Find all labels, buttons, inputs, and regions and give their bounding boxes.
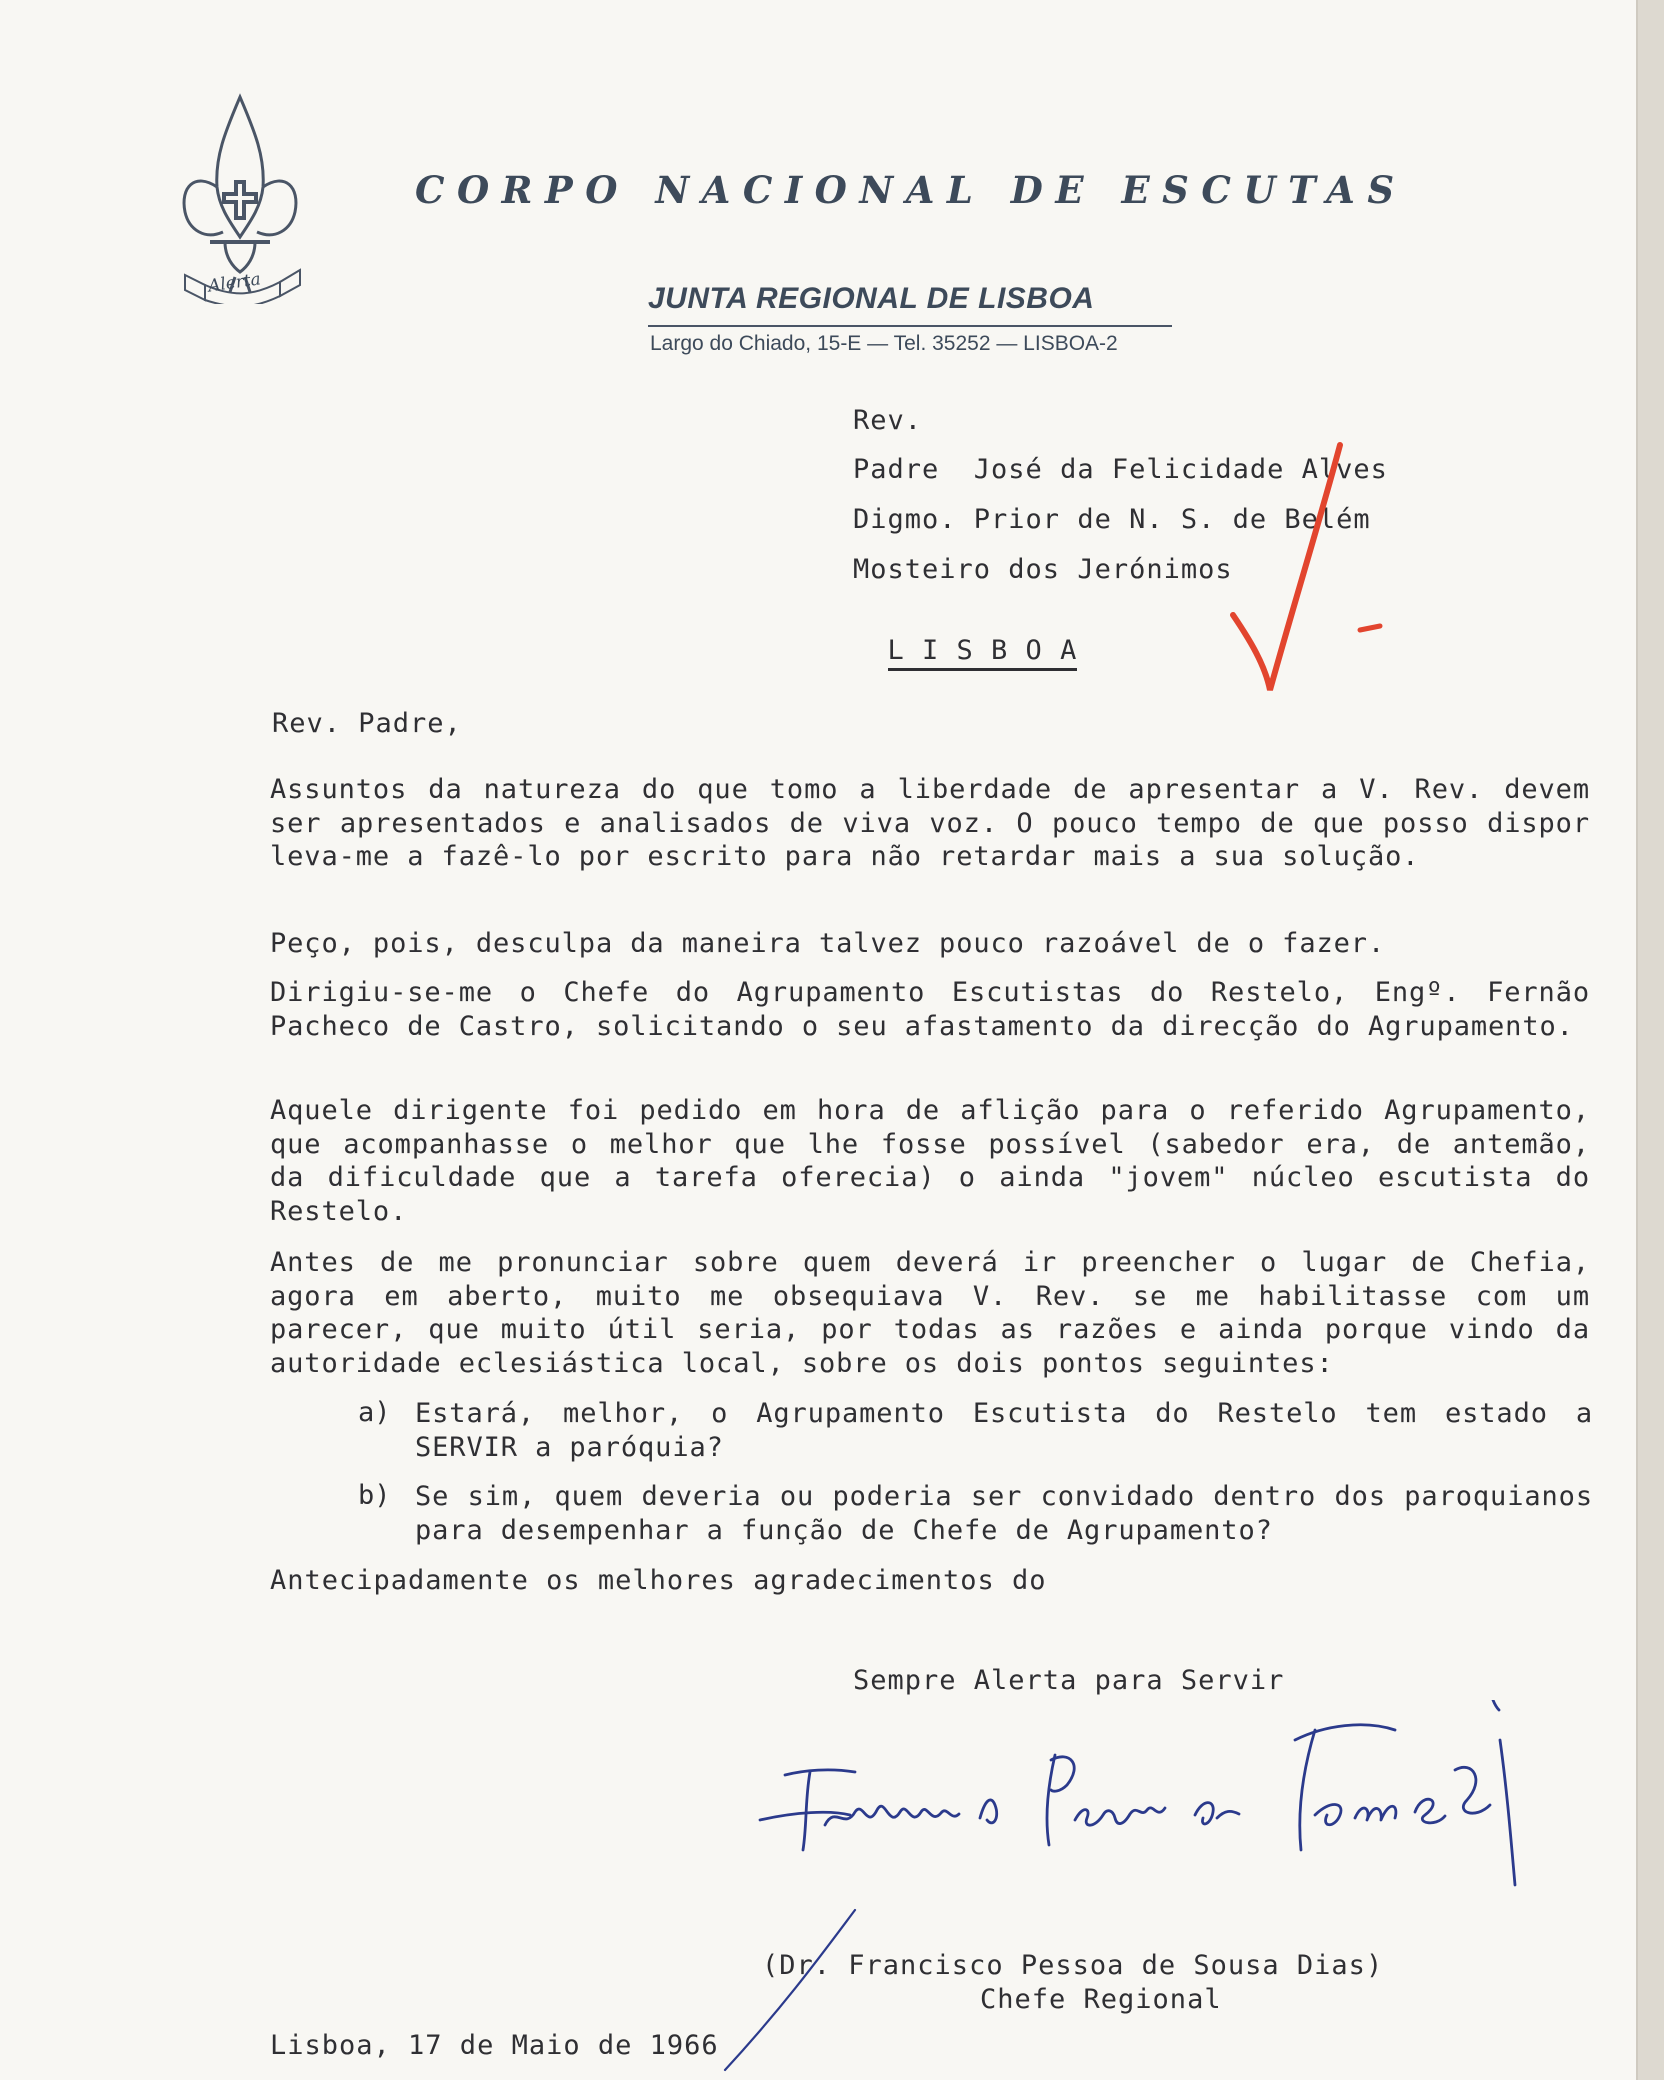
paragraph-1: Assuntos da natureza do que tomo a liberdade de apresentar a V. Rev. devem ser apresentados e analisados de viva voz. O pouco tempo de que posso dispor leva-me a fazê-lo por escrito para não retardar mais a sua solução. — [270, 774, 1590, 872]
closing-line: Antecipadamente os melhores agradecimentos do — [270, 1565, 1047, 1596]
recipient-line-2: Padre José da Felicidade Alves — [853, 454, 1388, 485]
recipient-line-4: Mosteiro dos Jerónimos — [853, 554, 1233, 585]
paragraph-4: Aquele dirigente foi pedido em hora de aflição para o referido Agrupamento, que acompanhasse o melhor que lhe fosse possível (sabedor era, de antemão, da dificuldade que a tarefa oferecia) o ainda "jovem" núcleo escutista do Restelo. — [270, 1095, 1590, 1227]
salutation: Rev. Padre, — [272, 708, 462, 739]
page-edge — [1636, 0, 1664, 2080]
organization-name: CORPO NACIONAL DE ESCUTAS — [415, 168, 1407, 212]
pen-slash-mark — [715, 1905, 865, 2075]
handwritten-signature — [755, 1700, 1545, 1900]
recipient-city-text: L I S B O A — [888, 635, 1078, 671]
letterhead-rule — [648, 325, 1172, 327]
item-a: Estará, melhor, o Agrupamento Escutista do Restelo tem estado a SERVIR a paróquia? — [415, 1398, 1593, 1463]
junta-name: JUNTA REGIONAL DE LISBOA — [648, 282, 1095, 315]
recipient-line-3: Digmo. Prior de N. S. de Belém — [853, 504, 1371, 535]
paragraph-5: Antes de me pronunciar sobre quem deverá ir preencher o lugar de Chefia, agora em aberto, muito me obsequiava V. Rev. se me habilitasse com um parecer, que muito útil seria, por todas as razões e ainda porque vindo da autoridade eclesiástica local, sobre os dois pontos seguintes: — [270, 1247, 1590, 1379]
dateline: Lisboa, 17 de Maio de 1966 — [270, 2030, 719, 2061]
signatory-name: (Dr. Francisco Pessoa de Sousa Dias) — [762, 1950, 1384, 1981]
sign-off: Sempre Alerta para Servir — [853, 1665, 1285, 1696]
paragraph-3: Dirigiu-se-me o Chefe do Agrupamento Escutistas do Restelo, Engº. Fernão Pacheco de Castro, solicitando o seu afastamento da direcção do Agrupamento. — [270, 977, 1590, 1042]
paragraph-2: Peço, pois, desculpa da maneira talvez pouco razoável de o fazer. — [270, 928, 1386, 959]
item-b-marker: b) — [358, 1480, 391, 1511]
item-b: Se sim, quem deveria ou poderia ser convidado dentro dos paroquianos para desempenhar a função de Chefe de Agrupamento? — [415, 1481, 1593, 1546]
emblem-motto: Alerta — [206, 269, 263, 297]
red-check-mark-icon — [1225, 440, 1395, 700]
recipient-line-1: Rev. — [853, 405, 923, 436]
letterhead-address: Largo do Chiado, 15-E — Tel. 35252 — LISBOA-2 — [650, 332, 1118, 355]
recipient-city — [853, 604, 1077, 666]
item-a-marker: a) — [358, 1397, 391, 1428]
signatory-title: Chefe Regional — [980, 1984, 1222, 2015]
